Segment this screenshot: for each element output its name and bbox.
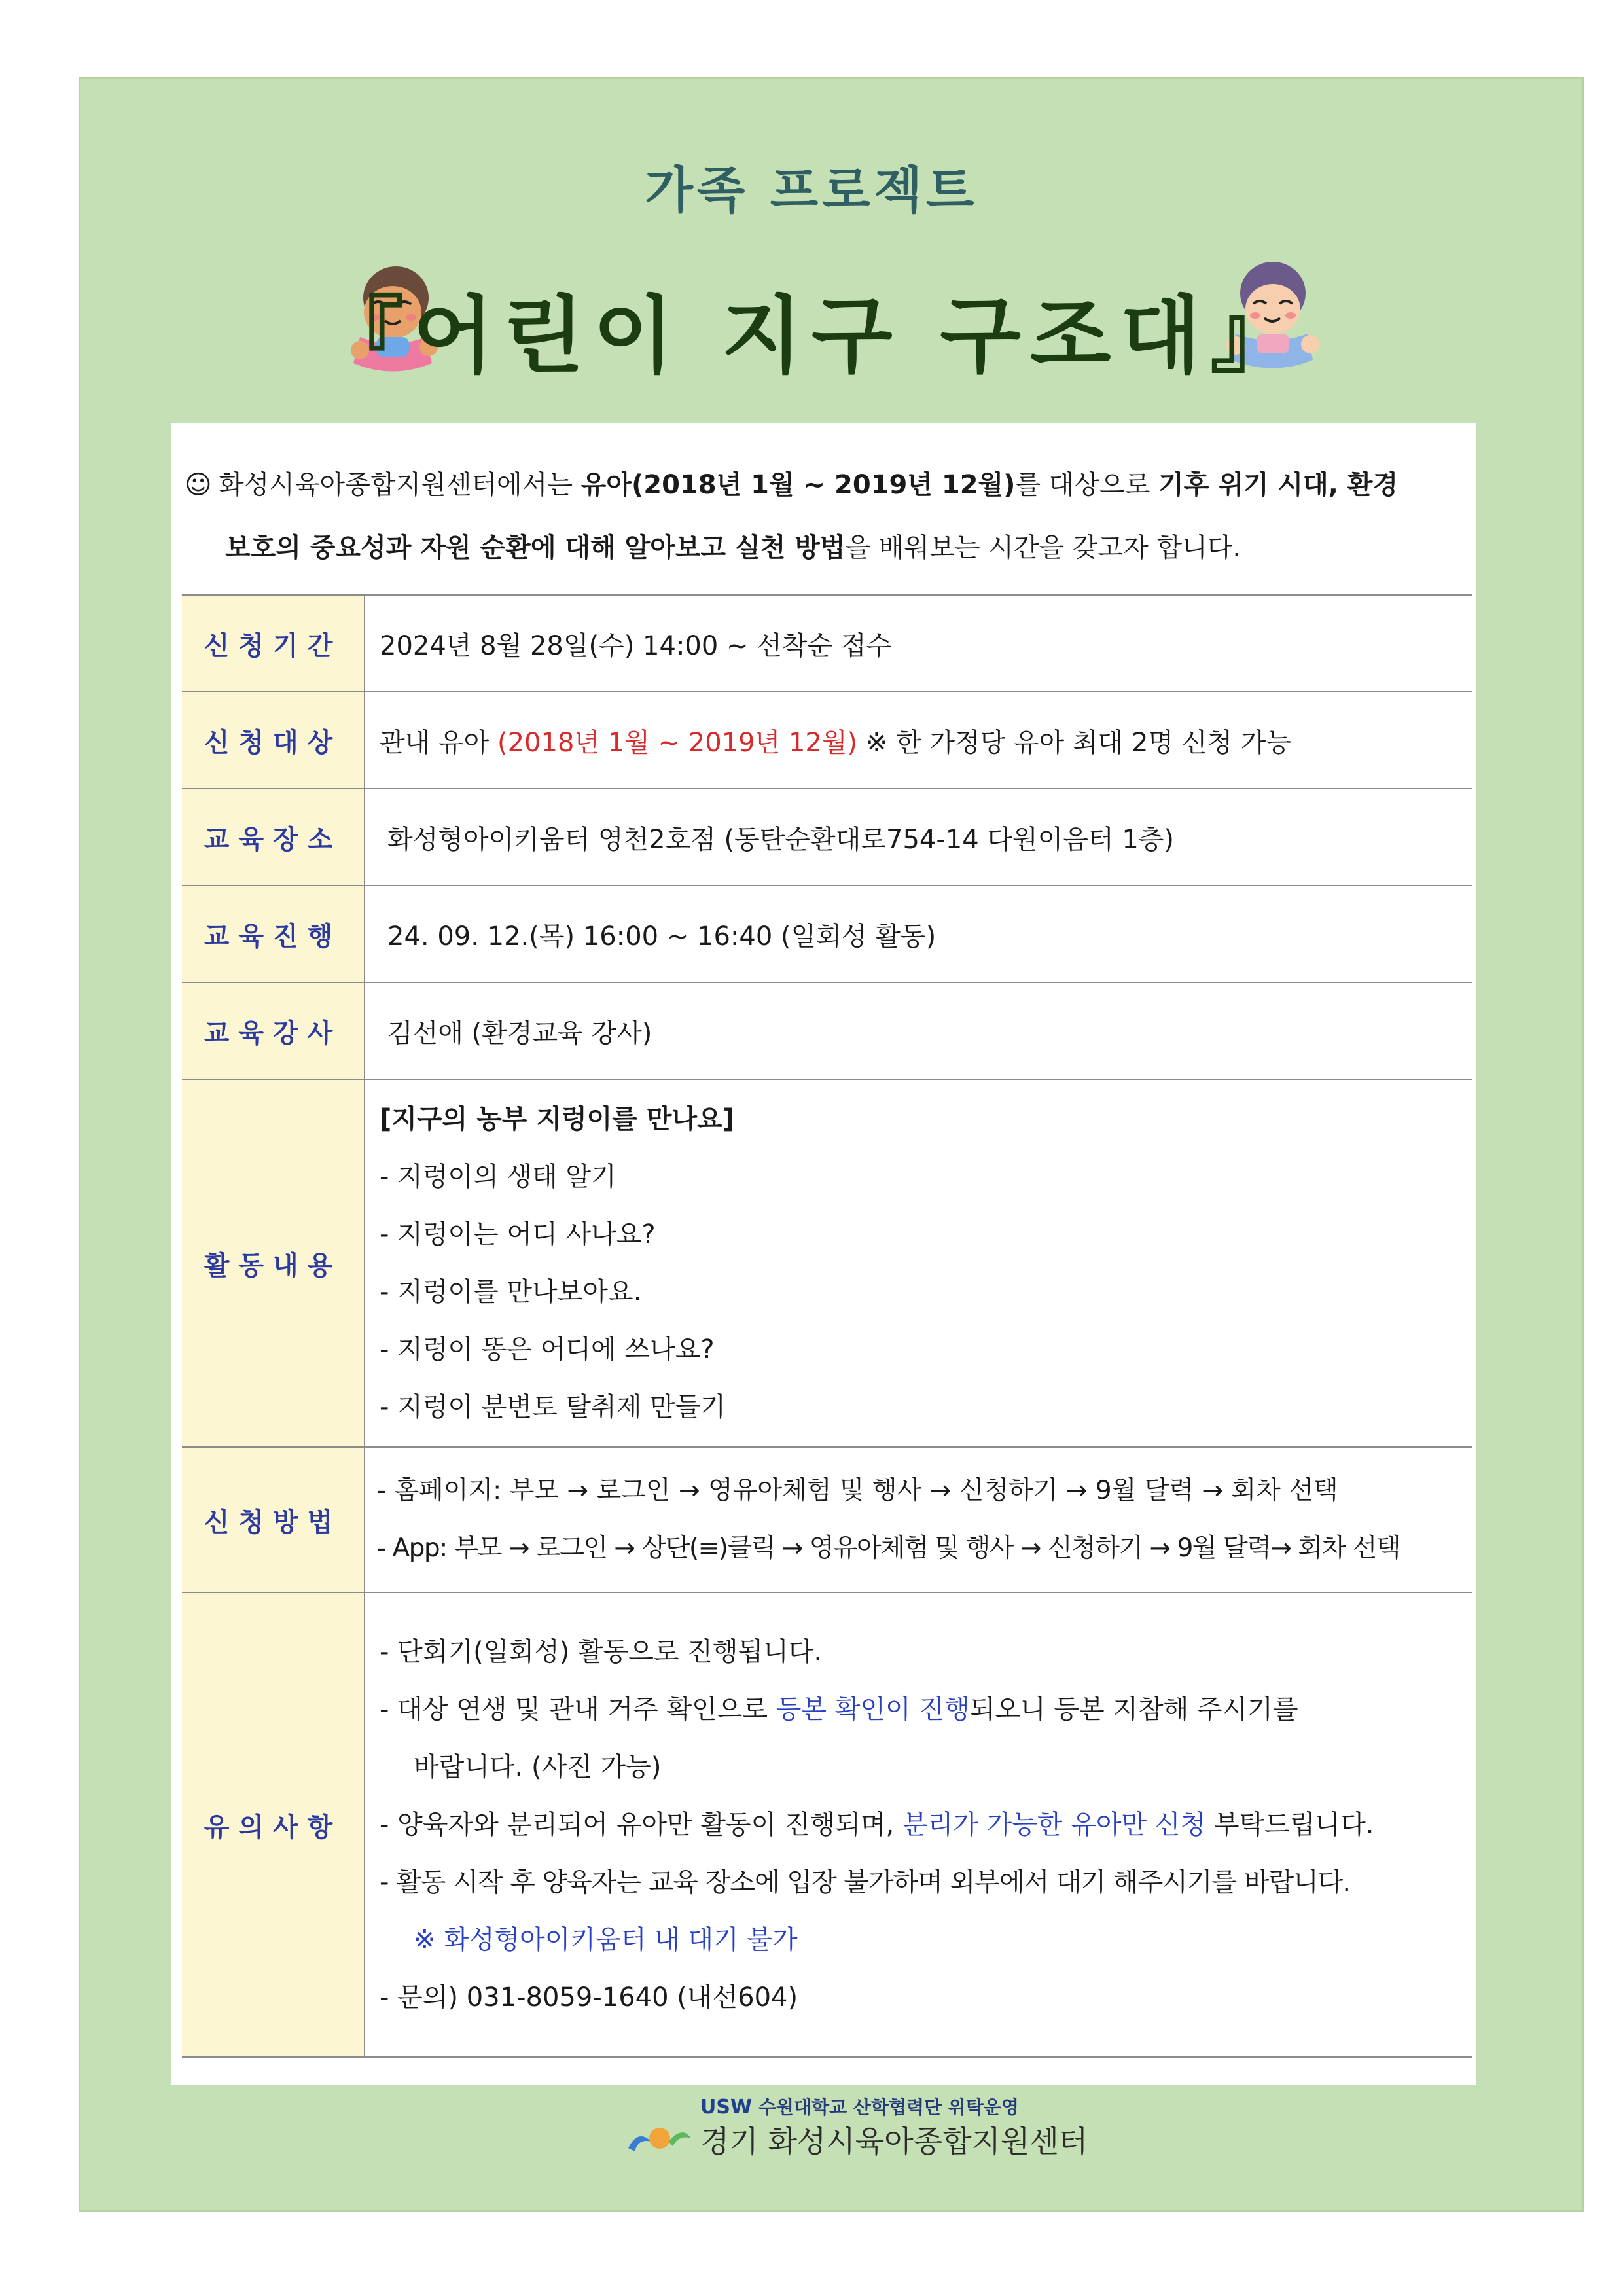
list-item: - App: 부모 → 로그인 → 상단(≡)클릭 → 영유아체험 및 행사 → 신청하기 → 9월 달력→ 회차 선택: [377, 1534, 1400, 1563]
usw-logo: USW: [700, 2096, 753, 2119]
value-method: [365, 1447, 1472, 1592]
list-item-continued: 바랍니다. (사진 가능): [414, 1752, 662, 1782]
table-row: [182, 692, 1472, 789]
list-item: - 문의) 031-8059-1640 (내선604): [380, 1982, 798, 2013]
list-item: - 양육자와 분리되어 유아만 활동이 진행되며, 분리가 가능한 유아만 신청 부탁드립니다.: [380, 1810, 1374, 1840]
list-item: - 지렁이 분변토 탈취제 만들기: [380, 1392, 726, 1422]
label-activity: 활동내용: [182, 1079, 365, 1447]
poster-title: 『어린이 지구 구조대』: [319, 287, 1304, 385]
table-row: [182, 1079, 1472, 1447]
label-teacher: 교육강사: [182, 982, 365, 1079]
list-item: - 홈페이지: 부모 → 로그인 → 영유아체험 및 행사 → 신청하기 → 9월 달력 → 회차 선택: [377, 1476, 1338, 1505]
label-method: 신청방법: [182, 1447, 365, 1592]
table-row: [182, 886, 1472, 982]
list-item: - 지렁이 똥은 어디에 쓰나요?: [380, 1335, 715, 1365]
activity-heading: [지구의 농부 지렁이를 만나요]: [380, 1104, 735, 1134]
table-row: [182, 982, 1472, 1079]
value-activity: [365, 1079, 1472, 1447]
value-target: 관내 유아 (2018년 1월 ~ 2019년 12월) ※ 한 가정당 유아 최대 2명 신청 가능: [365, 692, 1472, 789]
value-notes: [365, 1592, 1472, 2057]
table-row: [182, 1592, 1472, 2057]
value-place: 화성형아이키움터 영천2호점 (동탄순환대로754-14 다원이음터 1층): [365, 789, 1472, 886]
smile-icon: ☺: [185, 470, 212, 500]
value-schedule: 24. 09. 12.(목) 16:00 ~ 16:40 (일회성 활동): [365, 886, 1472, 982]
list-item: - 지렁이의 생태 알기: [380, 1162, 616, 1192]
center-logo-icon: [622, 2115, 694, 2161]
list-item: - 지렁이는 어디 사나요?: [380, 1219, 656, 1249]
label-schedule: 교육진행: [182, 886, 365, 982]
value-teacher: 김선애 (환경교육 강사): [365, 982, 1472, 1079]
value-period: 2024년 8월 28일(수) 14:00 ~ 선착순 접수: [365, 595, 1472, 692]
table-row: [182, 595, 1472, 692]
table-row: [182, 789, 1472, 886]
label-period: 신청기간: [182, 595, 365, 692]
poster-subtitle: 가족 프로젝트: [645, 161, 978, 219]
label-target: 신청대상: [182, 692, 365, 789]
intro-text: ☺ 화성시육아종합지원센터에서는 유아(2018년 1월 ~ 2019년 12월)를 대상으로 기후 위기 시대, 환경 보호의 중요성과 자원 순환에 대해 알아보고 실천 방법을 배워보는 시간을 갖고자 합니다.: [185, 454, 1467, 579]
label-place: 교육장소: [182, 789, 365, 886]
list-item-note: ※ 화성형아이키움터 내 대기 불가: [414, 1925, 798, 1955]
list-item: - 활동 시작 후 양육자는 교육 장소에 입장 불가하며 외부에서 대기 해주시기를 바랍니다.: [380, 1867, 1351, 1897]
label-notes: 유의사항: [182, 1592, 365, 2057]
list-item: - 지렁이를 만나보아요.: [380, 1277, 642, 1307]
footer-center-name: 경기 화성시육아종합지원센터: [700, 2124, 1088, 2159]
table-row: [182, 1447, 1472, 1592]
list-item: - 대상 연생 및 관내 거주 확인으로 등본 확인이 진행되오니 등본 지참해 주시기를: [380, 1695, 1298, 1725]
list-item: - 단회기(일회성) 활동으로 진행됩니다.: [380, 1637, 823, 1667]
info-table: [182, 594, 1472, 2058]
footer-operator: USW 수원대학교 산학협력단 위탁운영: [700, 2096, 1019, 2119]
